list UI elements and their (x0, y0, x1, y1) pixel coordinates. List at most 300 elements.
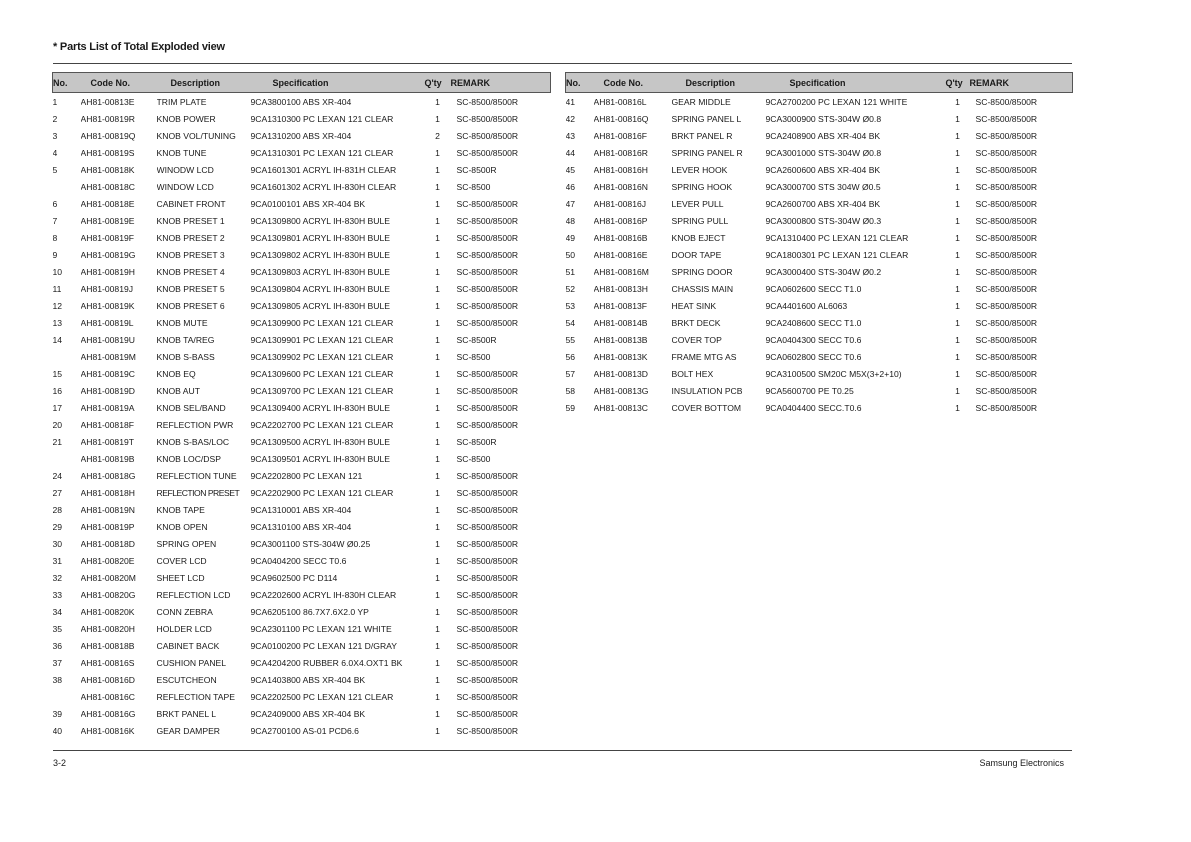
cell-code-no: AH81-00818E (80, 198, 135, 209)
cell-remark: SC-8500R (456, 164, 497, 175)
cell-description: REFLECTION TAPE (156, 691, 235, 702)
cell-remark: SC-8500/8500R (456, 385, 519, 396)
col-header-specification: Specification (766, 73, 946, 93)
cell-code-no: AH81-00813E (80, 96, 135, 107)
cell-description: KNOB PRESET 6 (156, 300, 225, 311)
cell-no: 56 (565, 351, 576, 362)
cell-qty: 1 (955, 249, 960, 260)
cell-no: 43 (565, 130, 576, 141)
cell-description: KNOB MUTE (156, 317, 208, 328)
cell-no (53, 688, 81, 705)
cell-remark: SC-8500/8500R (975, 147, 1038, 158)
cell-description: BRKT PANEL L (156, 708, 217, 719)
cell-no (53, 178, 81, 195)
cell-no: 46 (565, 181, 576, 192)
cell-code-no: AH81-00819N (80, 504, 135, 515)
parts-table-left (52, 72, 551, 739)
cell-code-no: AH81-00813F (593, 300, 648, 311)
cell-code-no: AH81-00816L (593, 96, 647, 107)
cell-description: HOLDER LCD (156, 623, 212, 634)
cell-no: 16 (52, 385, 63, 396)
cell-specification: 9CA3000900 STS-304W Ø0.8 (765, 113, 882, 124)
cell-specification: 9CA1310001 ABS XR-404 (250, 504, 352, 515)
cell-code-no: AH81-00819G (80, 249, 136, 260)
table-row (53, 722, 551, 739)
cell-description: KNOB PRESET 4 (156, 266, 225, 277)
table-row (566, 127, 1073, 144)
cell-qty: 1 (955, 181, 960, 192)
table-row (566, 161, 1073, 178)
cell-qty: 1 (435, 368, 440, 379)
table-row (53, 671, 551, 688)
cell-qty: 1 (435, 572, 440, 583)
cell-no (53, 450, 81, 467)
table-header-row (53, 73, 551, 93)
cell-code-no: AH81-00819T (80, 436, 135, 447)
table-row (53, 569, 551, 586)
col-header-specification: Specification (251, 73, 425, 93)
col-header-code: Code No. (594, 73, 672, 93)
cell-description: KNOB S-BASS (156, 351, 215, 362)
cell-description: DOOR TAPE (671, 249, 722, 260)
cell-no: 53 (565, 300, 576, 311)
cell-specification: 9CA0404300 SECC T0.6 (765, 334, 862, 345)
cell-code-no: AH81-00816F (593, 130, 648, 141)
cell-no: 33 (52, 589, 63, 600)
cell-remark: SC-8500/8500R (456, 657, 519, 668)
table-row (53, 348, 551, 365)
cell-code-no: AH81-00819Q (80, 130, 136, 141)
col-header-qty: Q'ty (425, 73, 451, 93)
cell-remark: SC-8500/8500R (975, 215, 1038, 226)
cell-qty: 1 (435, 453, 440, 464)
cell-remark: SC-8500/8500R (456, 589, 519, 600)
cell-code-no: AH81-00816P (593, 215, 648, 226)
cell-description: BOLT HEX (671, 368, 714, 379)
cell-code-no: AH81-00813B (593, 334, 648, 345)
cell-description: CUSHION PANEL (156, 657, 227, 668)
cell-qty: 1 (955, 334, 960, 345)
table-row (53, 246, 551, 263)
cell-specification: 9CA2408600 SECC T1.0 (765, 317, 862, 328)
cell-code-no: AH81-00816C (80, 691, 135, 702)
cell-qty: 1 (435, 589, 440, 600)
cell-code-no: AH81-00818K (80, 164, 135, 175)
table-row (53, 501, 551, 518)
cell-remark: SC-8500R (456, 436, 497, 447)
cell-description: BRKT DECK (671, 317, 721, 328)
cell-qty: 1 (955, 232, 960, 243)
table-row (53, 416, 551, 433)
table-row (53, 637, 551, 654)
cell-remark: SC-8500/8500R (456, 317, 519, 328)
table-row (53, 263, 551, 280)
cell-specification: 9CA2600600 ABS XR-404 BK (765, 164, 881, 175)
cell-specification: 9CA0100200 PC LEXAN 121 D/GRAY (250, 640, 397, 651)
cell-code-no: AH81-00816B (593, 232, 648, 243)
cell-remark: SC-8500/8500R (975, 385, 1038, 396)
table-row (566, 178, 1073, 195)
cell-specification: 9CA1310300 PC LEXAN 121 CLEAR (250, 113, 394, 124)
cell-remark: SC-8500/8500R (456, 606, 519, 617)
cell-remark: SC-8500/8500R (975, 300, 1038, 311)
cell-remark: SC-8500/8500R (975, 351, 1038, 362)
table-row (566, 331, 1073, 348)
cell-code-no: AH81-00816E (593, 249, 648, 260)
cell-qty: 1 (435, 113, 440, 124)
cell-remark: SC-8500/8500R (975, 317, 1038, 328)
cell-no (53, 348, 81, 365)
cell-qty: 1 (435, 606, 440, 617)
cell-specification: 9CA0100101 ABS XR-404 BK (250, 198, 366, 209)
cell-qty: 1 (435, 266, 440, 277)
table-row (53, 331, 551, 348)
table-row (566, 297, 1073, 314)
cell-code-no: AH81-00819M (80, 351, 136, 362)
table-row (53, 127, 551, 144)
cell-code-no: AH81-00818D (80, 538, 135, 549)
cell-description: COVER TOP (671, 334, 722, 345)
cell-remark: SC-8500/8500R (975, 368, 1038, 379)
cell-no: 35 (52, 623, 63, 634)
cell-code-no: AH81-00818F (80, 419, 135, 430)
cell-specification: 9CA3001100 STS-304W Ø0.25 (250, 538, 371, 549)
table-row (566, 365, 1073, 382)
cell-qty: 1 (435, 538, 440, 549)
cell-qty: 1 (435, 623, 440, 634)
cell-specification: 9CA1309500 ACRYL IH-830H BULE (250, 436, 390, 447)
cell-code-no: AH81-00819J (80, 283, 134, 294)
cell-description: COVER BOTTOM (671, 402, 742, 413)
cell-code-no: AH81-00819L (80, 317, 134, 328)
cell-qty: 1 (435, 402, 440, 413)
table-row (53, 603, 551, 620)
cell-no: 52 (565, 283, 576, 294)
cell-qty: 1 (435, 232, 440, 243)
cell-qty: 1 (435, 487, 440, 498)
table-row (53, 705, 551, 722)
table-row (53, 552, 551, 569)
cell-specification: 9CA3800100 ABS XR-404 (250, 96, 352, 107)
cell-specification: 9CA2409000 ABS XR-404 BK (250, 708, 366, 719)
cell-remark: SC-8500/8500R (456, 96, 519, 107)
cell-specification: 9CA1309803 ACRYL IH-830H BULE (250, 266, 390, 277)
table-row (53, 144, 551, 161)
cell-description: KNOB VOL/TUNING (156, 130, 236, 141)
cell-remark: SC-8500/8500R (456, 368, 519, 379)
cell-no: 7 (52, 215, 58, 226)
table-row (566, 93, 1073, 111)
cell-no: 31 (52, 555, 63, 566)
cell-remark: SC-8500/8500R (456, 198, 519, 209)
cell-specification: 9CA1309901 PC LEXAN 121 CLEAR (250, 334, 394, 345)
cell-qty: 1 (435, 351, 440, 362)
cell-specification: 9CA1309501 ACRYL IH-830H BULE (250, 453, 390, 464)
cell-code-no: AH81-00819D (80, 385, 135, 396)
cell-no: 24 (52, 470, 63, 481)
cell-description: KNOB LOC/DSP (156, 453, 221, 464)
cell-specification: 9CA2700100 AS-01 PCD6.6 (250, 725, 359, 736)
cell-specification: 9CA0602600 SECC T1.0 (765, 283, 862, 294)
cell-no: 15 (52, 368, 63, 379)
cell-remark: SC-8500 (456, 181, 491, 192)
page-number: 3-2 (53, 758, 67, 768)
cell-code-no: AH81-00816D (80, 674, 135, 685)
cell-code-no: AH81-00816G (80, 708, 136, 719)
cell-qty: 1 (435, 334, 440, 345)
cell-qty: 1 (955, 317, 960, 328)
cell-qty: 1 (435, 657, 440, 668)
cell-remark: SC-8500/8500R (456, 640, 519, 651)
cell-code-no: AH81-00819U (80, 334, 135, 345)
cell-no: 54 (565, 317, 576, 328)
cell-code-no: AH81-00819B (80, 453, 135, 464)
cell-qty: 1 (955, 266, 960, 277)
cell-qty: 1 (435, 521, 440, 532)
table-row (566, 110, 1073, 127)
cell-qty: 1 (955, 130, 960, 141)
cell-remark: SC-8500/8500R (975, 283, 1038, 294)
cell-specification: 9CA1309802 ACRYL IH-830H BULE (250, 249, 390, 260)
cell-no: 1 (52, 96, 58, 107)
cell-specification: 9CA1309700 PC LEXAN 121 CLEAR (250, 385, 394, 396)
cell-code-no: AH81-00820G (80, 589, 136, 600)
cell-code-no: AH81-00819H (80, 266, 135, 277)
cell-description: HEAT SINK (671, 300, 717, 311)
cell-remark: SC-8500/8500R (456, 249, 519, 260)
cell-description: KNOB EQ (156, 368, 196, 379)
table-header-row (566, 73, 1073, 93)
cell-description: KNOB PRESET 2 (156, 232, 225, 243)
cell-description: WINDOW LCD (156, 181, 214, 192)
col-header-no: No. (53, 73, 81, 93)
cell-description: KNOB POWER (156, 113, 216, 124)
table-row (566, 246, 1073, 263)
cell-remark: SC-8500/8500R (456, 623, 519, 634)
table-row (53, 450, 551, 467)
cell-code-no: AH81-00820H (80, 623, 135, 634)
cell-code-no: AH81-00816H (593, 164, 648, 175)
cell-no: 6 (52, 198, 58, 209)
table-row (53, 586, 551, 603)
cell-code-no: AH81-00813C (593, 402, 648, 413)
cell-qty: 1 (435, 283, 440, 294)
cell-specification: 9CA2408900 ABS XR-404 BK (765, 130, 881, 141)
cell-qty: 1 (955, 385, 960, 396)
page-title: * Parts List of Total Exploded view (53, 41, 225, 53)
cell-remark: SC-8500/8500R (456, 419, 519, 430)
cell-remark: SC-8500/8500R (456, 725, 519, 736)
cell-no: 57 (565, 368, 576, 379)
cell-code-no: AH81-00820M (80, 572, 136, 583)
cell-specification: 9CA0602800 SECC T0.6 (765, 351, 862, 362)
cell-specification: 9CA3100500 SM20C M5X(3+2+10) (765, 368, 902, 379)
cell-qty: 1 (435, 164, 440, 175)
cell-qty: 1 (435, 147, 440, 158)
table-row (53, 433, 551, 450)
cell-no: 51 (565, 266, 576, 277)
cell-qty: 1 (435, 181, 440, 192)
cell-qty: 1 (435, 708, 440, 719)
cell-no: 30 (52, 538, 63, 549)
col-header-description: Description (157, 73, 251, 93)
cell-specification: 9CA5600700 PE T0.25 (765, 385, 854, 396)
cell-specification: 9CA3001000 STS-304W Ø0.8 (765, 147, 882, 158)
cell-specification: 9CA2202800 PC LEXAN 121 (250, 470, 363, 481)
cell-qty: 1 (435, 215, 440, 226)
cell-qty: 1 (435, 640, 440, 651)
cell-description: GEAR MIDDLE (671, 96, 731, 107)
cell-remark: SC-8500/8500R (456, 232, 519, 243)
cell-remark: SC-8500/8500R (456, 266, 519, 277)
cell-specification: 9CA1310200 ABS XR-404 (250, 130, 352, 141)
cell-no: 39 (52, 708, 63, 719)
cell-no: 12 (52, 300, 63, 311)
cell-specification: 9CA1800301 PC LEXAN 121 CLEAR (765, 249, 909, 260)
cell-no: 58 (565, 385, 576, 396)
cell-code-no: AH81-00819E (80, 215, 135, 226)
table-row (566, 314, 1073, 331)
table-row (53, 518, 551, 535)
cell-qty: 1 (435, 300, 440, 311)
cell-specification: 9CA2301100 PC LEXAN 121 WHITE (250, 623, 392, 634)
table-row (53, 620, 551, 637)
cell-specification: 9CA1309900 PC LEXAN 121 CLEAR (250, 317, 394, 328)
cell-qty: 1 (435, 725, 440, 736)
cell-specification: 9CA1310100 ABS XR-404 (250, 521, 352, 532)
cell-no: 34 (52, 606, 63, 617)
table-row (53, 688, 551, 705)
cell-remark: SC-8500 (456, 453, 491, 464)
cell-specification: 9CA2700200 PC LEXAN 121 WHITE (765, 96, 908, 107)
bottom-rule (53, 750, 1072, 751)
cell-qty: 1 (955, 96, 960, 107)
table-row (566, 144, 1073, 161)
cell-remark: SC-8500/8500R (456, 538, 519, 549)
cell-no: 8 (52, 232, 58, 243)
cell-no: 3 (52, 130, 58, 141)
cell-qty: 1 (435, 691, 440, 702)
cell-code-no: AH81-00813H (593, 283, 648, 294)
cell-qty: 1 (955, 164, 960, 175)
cell-qty: 2 (435, 130, 440, 141)
cell-qty: 1 (435, 249, 440, 260)
cell-description: WINODW LCD (156, 164, 214, 175)
cell-remark: SC-8500/8500R (456, 147, 519, 158)
cell-remark: SC-8500/8500R (456, 300, 519, 311)
table-row (53, 93, 551, 111)
cell-specification: 9CA4401600 AL6063 (765, 300, 848, 311)
cell-remark: SC-8500/8500R (456, 521, 519, 532)
cell-specification: 9CA1309804 ACRYL IH-830H BULE (250, 283, 390, 294)
cell-qty: 1 (955, 283, 960, 294)
cell-no: 9 (52, 249, 58, 260)
table-row (53, 280, 551, 297)
cell-specification: 9CA2600700 ABS XR-404 BK (765, 198, 881, 209)
cell-qty: 1 (435, 419, 440, 430)
cell-code-no: AH81-00820K (80, 606, 135, 617)
table-row (566, 280, 1073, 297)
cell-description: KNOB SEL/BAND (156, 402, 226, 413)
cell-no: 36 (52, 640, 63, 651)
cell-remark: SC-8500/8500R (456, 215, 519, 226)
cell-code-no: AH81-00814B (593, 317, 648, 328)
col-header-code: Code No. (81, 73, 157, 93)
cell-description: TRIM PLATE (156, 96, 207, 107)
cell-specification: 9CA2202900 PC LEXAN 121 CLEAR (250, 487, 394, 498)
cell-qty: 1 (955, 198, 960, 209)
cell-no: 14 (52, 334, 63, 345)
cell-description: LEVER HOOK (671, 164, 728, 175)
cell-remark: SC-8500/8500R (456, 487, 519, 498)
cell-description: SPRING PULL (671, 215, 729, 226)
cell-no: 11 (52, 283, 62, 294)
cell-specification: 9CA2202500 PC LEXAN 121 CLEAR (250, 691, 394, 702)
table-row (566, 382, 1073, 399)
cell-specification: 9CA1310301 PC LEXAN 121 CLEAR (250, 147, 394, 158)
cell-no: 44 (565, 147, 576, 158)
cell-remark: SC-8500/8500R (456, 130, 519, 141)
cell-no: 49 (565, 232, 576, 243)
cell-code-no: AH81-00813K (593, 351, 648, 362)
cell-specification: 9CA3000700 STS 304W Ø0.5 (765, 181, 881, 192)
cell-remark: SC-8500/8500R (456, 674, 519, 685)
cell-no: 21 (52, 436, 63, 447)
cell-qty: 1 (435, 385, 440, 396)
cell-specification: 9CA9602500 PC D114 (250, 572, 338, 583)
cell-description: CABINET BACK (156, 640, 220, 651)
cell-specification: 9CA0404200 SECC T0.6 (250, 555, 347, 566)
cell-qty: 1 (955, 351, 960, 362)
cell-description: CONN ZEBRA (156, 606, 213, 617)
cell-description: KNOB PRESET 1 (156, 215, 225, 226)
cell-specification: 9CA1310400 PC LEXAN 121 CLEAR (765, 232, 909, 243)
cell-description: KNOB OPEN (156, 521, 208, 532)
cell-specification: 9CA1601302 ACRYL IH-830H CLEAR (250, 181, 397, 192)
cell-remark: SC-8500/8500R (975, 334, 1038, 345)
cell-no: 38 (52, 674, 63, 685)
table-row (53, 229, 551, 246)
cell-description: SPRING DOOR (671, 266, 733, 277)
table-row (566, 263, 1073, 280)
cell-code-no: AH81-00816M (593, 266, 649, 277)
col-header-qty: Q'ty (946, 73, 970, 93)
cell-description: KNOB PRESET 3 (156, 249, 225, 260)
cell-no: 55 (565, 334, 576, 345)
cell-no: 10 (52, 266, 63, 277)
table-row (53, 297, 551, 314)
cell-description: KNOB S-BAS/LOC (156, 436, 230, 447)
cell-qty: 1 (955, 300, 960, 311)
cell-no: 28 (52, 504, 63, 515)
col-header-no: No. (566, 73, 594, 93)
cell-remark: SC-8500/8500R (456, 470, 519, 481)
cell-code-no: AH81-00816R (593, 147, 648, 158)
table-row (53, 178, 551, 195)
cell-specification: 9CA0404400 SECC.T0.6 (765, 402, 862, 413)
table-row (53, 399, 551, 416)
cell-remark: SC-8500 (456, 351, 491, 362)
cell-qty: 1 (435, 198, 440, 209)
cell-code-no: AH81-00820E (80, 555, 135, 566)
cell-no: 37 (52, 657, 63, 668)
cell-qty: 1 (955, 402, 960, 413)
cell-specification: 9CA1309800 ACRYL IH-830H BULE (250, 215, 390, 226)
cell-code-no: AH81-00818C (80, 181, 135, 192)
cell-description: KNOB TA/REG (156, 334, 215, 345)
cell-description: SHEET LCD (156, 572, 205, 583)
cell-code-no: AH81-00816Q (593, 113, 649, 124)
